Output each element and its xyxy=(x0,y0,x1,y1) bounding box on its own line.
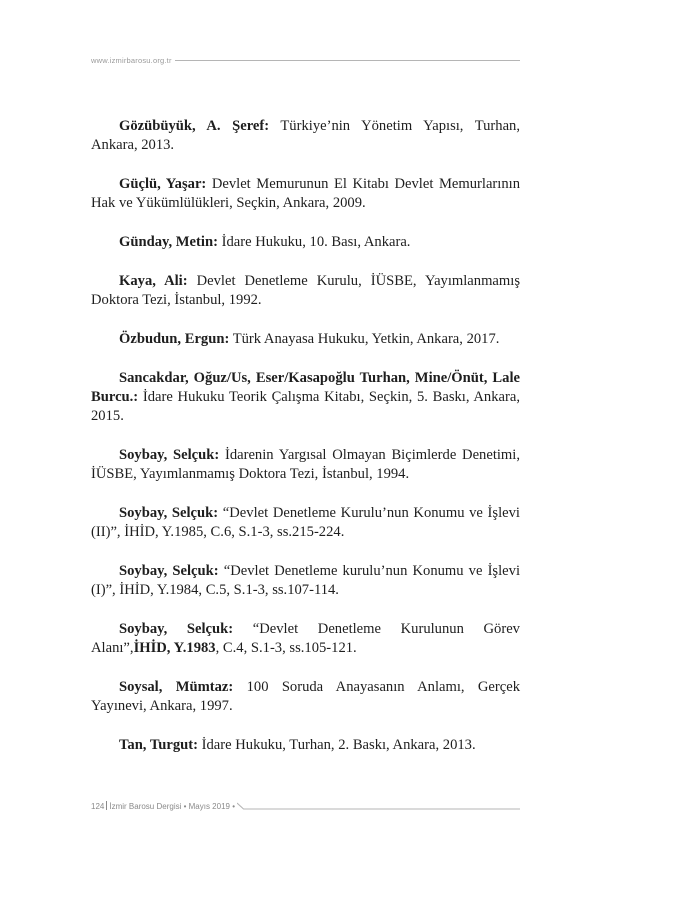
issue-date: Mayıs 2019 xyxy=(188,802,230,811)
footer-separator xyxy=(106,801,107,810)
reference-author: Sancakdar, Oğuz/Us, Eser/Kasapoğlu Turhan, Mine/Önüt, Lale Burcu.: xyxy=(91,370,520,405)
journal-name: İzmir Barosu Dergisi xyxy=(109,802,182,811)
reference-text: Türk Anayasa Hukuku, Yetkin, Ankara, 2017. xyxy=(229,331,500,347)
reference-entry xyxy=(91,562,520,600)
reference-text: Devlet Memurunun El Kitabı Devlet Memurlarının Hak ve Yükümlülükleri, Seçkin, Ankara, 2009. xyxy=(91,176,520,211)
reference-author: Soybay, Selçuk: xyxy=(119,621,234,637)
reference-text: 100 Soruda Anayasanın Anlamı, Gerçek Yayınevi, Ankara, 1997. xyxy=(91,679,520,714)
reference-author: Günday, Metin: xyxy=(119,234,218,250)
reference-entry xyxy=(91,369,520,426)
reference-text: İdarenin Yargısal Olmayan Biçimlerde Denetimi, İÜSBE, Yayımlanmamış Doktora Tezi, İstanbul, 1994. xyxy=(91,447,520,482)
page-number: 124 xyxy=(91,802,105,811)
reference-author: Soysal, Mümtaz: xyxy=(119,679,234,695)
header-rule xyxy=(175,60,520,61)
reference-author: Soybay, Selçuk: xyxy=(119,505,219,521)
reference-author: Soybay, Selçuk: xyxy=(119,447,220,463)
reference-text: İdare Hukuku, 10. Bası, Ankara. xyxy=(217,234,411,250)
reference-text: “Devlet Denetleme Kurulunun Görev Alanı”, xyxy=(91,621,520,656)
reference-text-after: , C.4, S.1-3, ss.105-121. xyxy=(215,640,357,656)
reference-entry xyxy=(91,117,520,155)
reference-text: İdare Hukuku Teorik Çalışma Kitabı, Seçkin, 5. Baskı, Ankara, 2015. xyxy=(91,389,520,424)
header-url: www.izmirbarosu.org.tr xyxy=(91,55,172,65)
reference-entry xyxy=(91,504,520,542)
reference-journal-bold: İHİD, Y.1983 xyxy=(133,640,216,656)
running-header xyxy=(91,53,520,67)
running-footer xyxy=(91,799,520,813)
reference-entry xyxy=(91,736,520,755)
reference-text: Devlet Denetleme Kurulu, İÜSBE, Yayımlanmamış Doktora Tezi, İstanbul, 1992. xyxy=(91,273,520,308)
reference-text: “Devlet Denetleme kurulu’nun Konumu ve İşlevi (I)”, İHİD, Y.1984, C.5, S.1-3, ss.107-114. xyxy=(91,563,520,598)
reference-text: “Devlet Denetleme Kurulu’nun Konumu ve İşlevi (II)”, İHİD, Y.1985, C.6, S.1-3, ss.215-224. xyxy=(91,505,520,540)
footer-bullet: • xyxy=(181,802,189,811)
reference-entry xyxy=(91,175,520,213)
reference-entry xyxy=(91,678,520,716)
reference-text: İdare Hukuku, Turhan, 2. Baskı, Ankara, 2013. xyxy=(197,737,476,753)
reference-author: Soybay, Selçuk: xyxy=(119,563,219,579)
reference-entry xyxy=(91,330,520,349)
reference-entry xyxy=(91,233,520,252)
footer-bullet: • xyxy=(229,802,236,811)
reference-author: Gözübüyük, A. Şeref: xyxy=(119,118,270,134)
footer-text xyxy=(91,801,235,811)
reference-entry xyxy=(91,272,520,310)
footer-rule xyxy=(237,802,520,810)
reference-author: Tan, Turgut: xyxy=(119,737,198,753)
reference-author: Kaya, Ali: xyxy=(119,273,188,289)
reference-author: Güçlü, Yaşar: xyxy=(119,176,207,192)
reference-entry xyxy=(91,446,520,484)
bibliography xyxy=(91,117,520,775)
reference-author: Özbudun, Ergun: xyxy=(119,331,230,347)
footer-rule-line xyxy=(237,802,520,810)
reference-entry xyxy=(91,620,520,658)
reference-text: Türkiye’nin Yönetim Yapısı, Turhan, Ankara, 2013. xyxy=(91,118,521,153)
